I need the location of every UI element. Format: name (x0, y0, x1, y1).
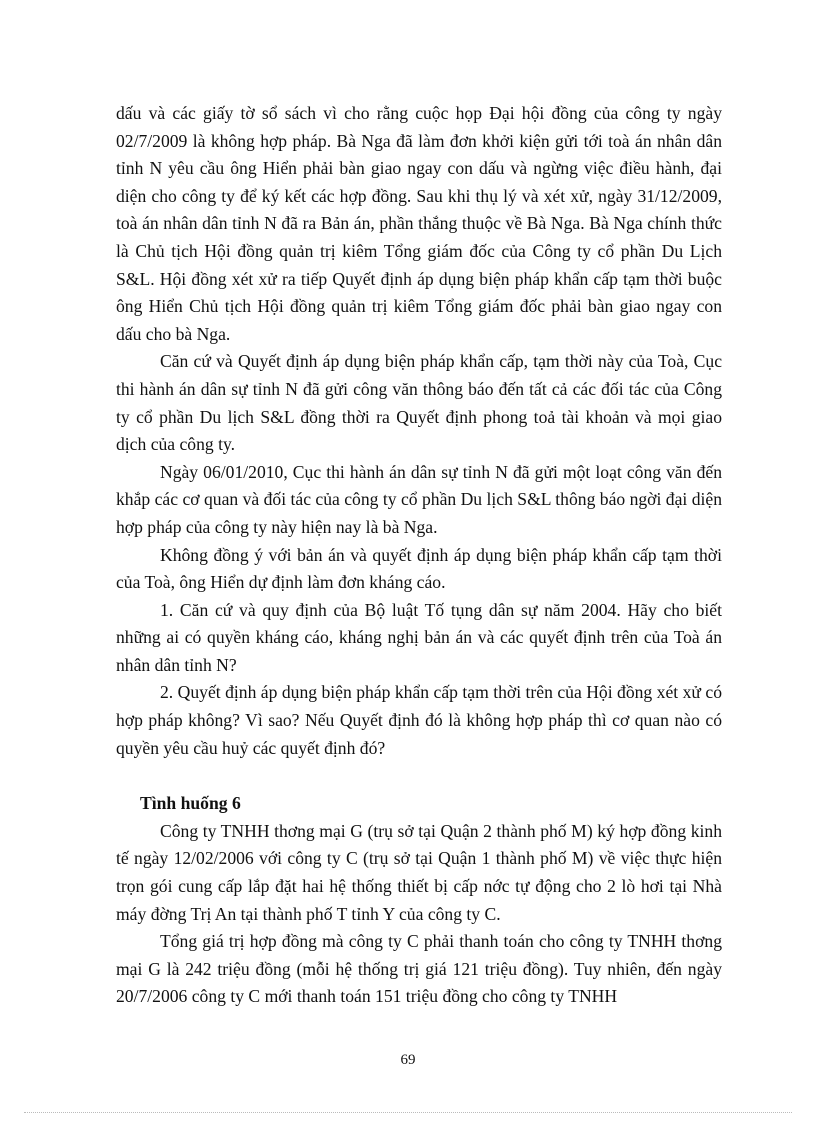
paragraph-2: Căn cứ và Quyết định áp dụng biện pháp khẩn cấp, tạm thời này của Toà, Cục thi hành án dân sự tỉnh N đã gửi công văn thông báo đến tất cả các đối tác của Công ty cổ phần Du lịch S&L đồng thời ra Quyết định phong toả tài khoản và mọi giao dịch của công ty. (116, 351, 722, 455)
question-1: 1. Căn cứ và quy định của Bộ luật Tố tụng dân sự năm 2004. Hãy cho biết những ai có quyền kháng cáo, kháng nghị bản án và các quyết định trên của Toà án nhân dân tỉnh N? (116, 599, 722, 675)
page-bottom-divider (24, 1112, 792, 1113)
page-body (116, 100, 722, 1011)
paragraph-1: dấu và các giấy tờ sổ sách vì cho rằng cuộc họp Đại hội đồng của công ty ngày 02/7/2009 là không hợp pháp. Bà Nga đã làm đơn khởi kiện gửi tới toà án nhân dân tỉnh N yêu cầu ông Hiển phải bàn giao ngay con dấu và ngừng việc điều hành, đại diện cho công ty để ký kết các hợp đồng. Sau khi thụ lý và xét xử, ngày 31/12/2009, toà án nhân dân tỉnh N đã ra Bản án, phần thắng thuộc về Bà Nga. Bà Nga chính thức là Chủ tịch Hội đồng quản trị kiêm Tổng giám đốc của Công ty cổ phần Du Lịch S&L. Hội đồng xét xử ra tiếp Quyết định áp dụng biện pháp khẩn cấp tạm thời buộc ông Hiển Chủ tịch Hội đồng quản trị kiêm Tổng giám đốc phải bàn giao ngay con dấu cho bà Nga. (116, 103, 722, 344)
section-paragraph-1: Công ty TNHH thơng mại G (trụ sở tại Quận 2 thành phố M) ký hợp đồng kinh tế ngày 12/02/2006 với công ty C (trụ sở tại Quận 1 thành phố M) về việc thực hiện trọn gói cung cấp lắp đặt hai hệ thống thiết bị cấp nớc tự động cho 2 lò hơi tại Nhà máy đờng Trị An tại thành phố T tỉnh Y của công ty C. (116, 820, 722, 924)
question-2: 2. Quyết định áp dụng biện pháp khẩn cấp tạm thời trên của Hội đồng xét xử có hợp pháp không? Vì sao? Nếu Quyết định đó là không hợp pháp thì cơ quan nào có quyền yêu cầu huỷ các quyết định đó? (116, 682, 722, 758)
section-paragraph-2: Tổng giá trị hợp đồng mà công ty C phải thanh toán cho công ty TNHH thơng mại G là 242 triệu đồng (mỗi hệ thống trị giá 121 triệu đồng). Tuy nhiên, đến ngày 20/7/2006 công ty C mới thanh toán 151 triệu đồng cho công ty TNHH (116, 931, 722, 1007)
page-number: 69 (400, 1052, 416, 1068)
paragraph-4: Không đồng ý với bản án và quyết định áp dụng biện pháp khẩn cấp tạm thời của Toà, ông Hiển dự định làm đơn kháng cáo. (116, 544, 722, 593)
section-heading: Tình huống 6 (140, 793, 241, 814)
paragraph-3: Ngày 06/01/2010, Cục thi hành án dân sự tỉnh N đã gửi một loạt công văn đến khắp các cơ quan và đối tác của công ty cổ phần Du lịch S&L thông báo ngời đại diện hợp pháp của công ty này hiện nay là bà Nga. (116, 461, 722, 537)
